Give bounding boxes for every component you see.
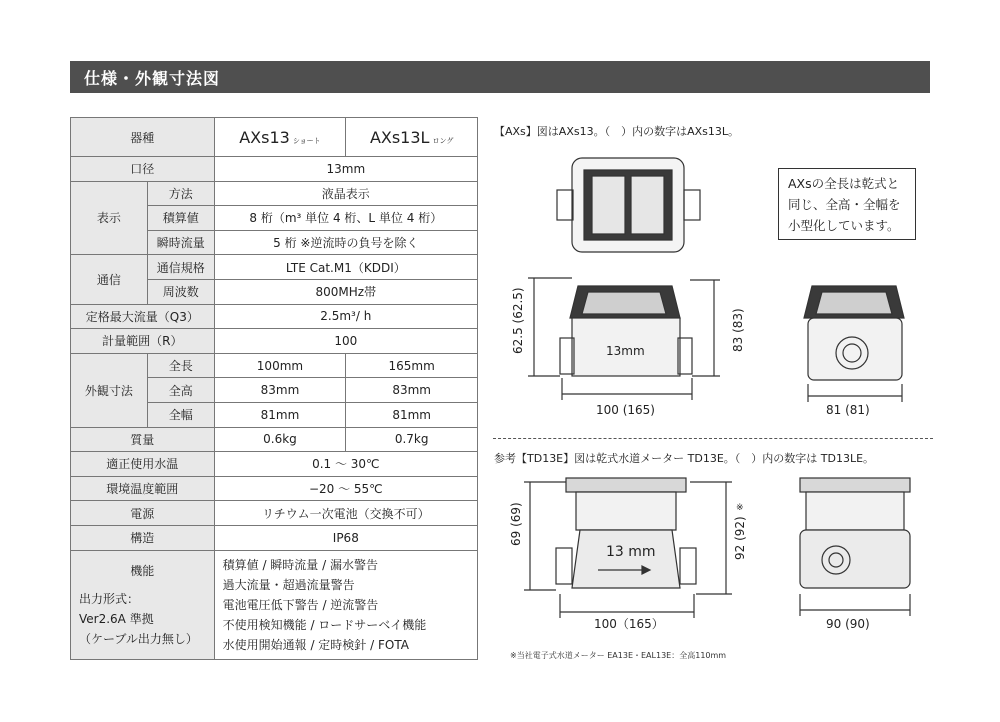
model-short-ruby: ショート: [292, 136, 321, 145]
model-label: 器種: [71, 118, 215, 157]
td-asterisk: ※: [736, 503, 744, 513]
func-sub-1: 出力形式：: [79, 591, 140, 606]
range-label: 計量範囲（R）: [71, 329, 215, 354]
func-line: 不使用検知機能 / ロードサーベイ機能: [222, 617, 427, 632]
length-short: 100mm: [214, 353, 346, 378]
width-short: 81mm: [214, 402, 346, 427]
freq-value: 800MHz帯: [214, 279, 477, 304]
footnote: ※当社電子式水道メーター EA13E・EAL13E：全高110mm: [510, 651, 727, 660]
func-line: 過大流量・超過流量警告: [222, 577, 355, 592]
td-body-mark: 13 mm: [606, 544, 656, 560]
axs-dim-length: 100 (165): [596, 403, 655, 417]
mass-label: 質量: [71, 427, 215, 452]
display-label: 表示: [71, 181, 148, 255]
bore-value: 13mm: [214, 157, 477, 182]
td-dim-height-left: 69 (69): [509, 502, 523, 546]
height-short: 83mm: [214, 378, 346, 403]
model-long-ruby: ロング: [432, 136, 454, 145]
range-value: 100: [214, 329, 477, 354]
width-label: 全幅: [147, 402, 214, 427]
axs-note-line: 同じ、全高・全幅を: [788, 197, 901, 212]
freq-label: 周波数: [147, 279, 214, 304]
rated-value: 2.5m³/ h: [214, 304, 477, 329]
water-temp-label: 適正使用水温: [71, 452, 215, 477]
td-caption: 参考【TD13E】図は乾式水道メーター TD13E。（ ）内の数字は TD13LE。: [494, 452, 875, 465]
td-dim-width: 90 (90): [826, 617, 870, 631]
axs-front-view: [528, 278, 720, 400]
axs-top-view: [557, 158, 700, 252]
comm-std-value: LTE Cat.M1（KDDI）: [214, 255, 477, 280]
model-long: AXs13L: [369, 127, 430, 147]
model-short: AXs13: [239, 127, 290, 147]
td-dim-length: 100（165）: [594, 617, 664, 631]
axs-caption: 【AXs】図はAXs13。（ ）内の数字はAXs13L。: [494, 125, 739, 138]
axs-note-line: AXsの全長は乾式と: [788, 176, 900, 191]
integrated-value: 8 桁（m³ 単位 4 桁、L 単位 4 桁）: [214, 206, 477, 231]
structure-value: IP68: [214, 525, 477, 550]
comm-std-label: 通信規格: [147, 255, 214, 280]
env-temp-value: −20 ～ 55℃: [214, 476, 477, 501]
power-label: 電源: [71, 501, 215, 526]
td-dim-height-right: 92 (92): [733, 516, 747, 560]
section-title: 仕様・外観寸法図: [84, 69, 221, 88]
height-long: 83mm: [346, 378, 478, 403]
axs-side-view: [804, 286, 904, 402]
func-line: 積算値 / 瞬時流量 / 漏水警告: [222, 557, 378, 572]
method-label: 方法: [147, 181, 214, 206]
func-sub-3: （ケーブル出力無し）: [79, 631, 198, 646]
axs-body-mark: 13mm: [606, 344, 645, 358]
width-long: 81mm: [346, 402, 478, 427]
env-temp-label: 環境温度範囲: [71, 476, 215, 501]
comm-label: 通信: [71, 255, 148, 304]
func-sub-2: Ver2.6A 準拠: [79, 611, 154, 626]
func-line: 電池電圧低下警告 / 逆流警告: [222, 597, 379, 612]
axs-dim-width: 81 (81): [826, 403, 870, 417]
height-label: 全高: [147, 378, 214, 403]
func-label: 機能: [130, 563, 155, 578]
rated-label: 定格最大流量（Q3）: [71, 304, 215, 329]
structure-label: 構造: [71, 525, 215, 550]
method-value: 液晶表示: [214, 181, 477, 206]
mass-short: 0.6kg: [214, 427, 346, 452]
axs-note-line: 小型化しています。: [788, 218, 900, 233]
power-value: リチウム一次電池（交換不可）: [214, 501, 477, 526]
instant-label: 瞬時流量: [147, 230, 214, 255]
td-side-view: [800, 478, 910, 616]
integrated-label: 積算値: [147, 206, 214, 231]
length-label: 全長: [147, 353, 214, 378]
length-long: 165mm: [346, 353, 478, 378]
dims-label: 外観寸法: [71, 353, 148, 427]
mass-long: 0.7kg: [346, 427, 478, 452]
axs-dim-height-left: 62.5 (62.5): [511, 287, 525, 354]
bore-label: 口径: [71, 157, 215, 182]
instant-value: 5 桁 ※逆流時の負号を除く: [214, 230, 477, 255]
water-temp-value: 0.1 ～ 30℃: [214, 452, 477, 477]
axs-dim-height-right: 83 (83): [731, 308, 745, 352]
func-line: 水使用開始通報 / 定時検針 / FOTA: [222, 637, 409, 652]
